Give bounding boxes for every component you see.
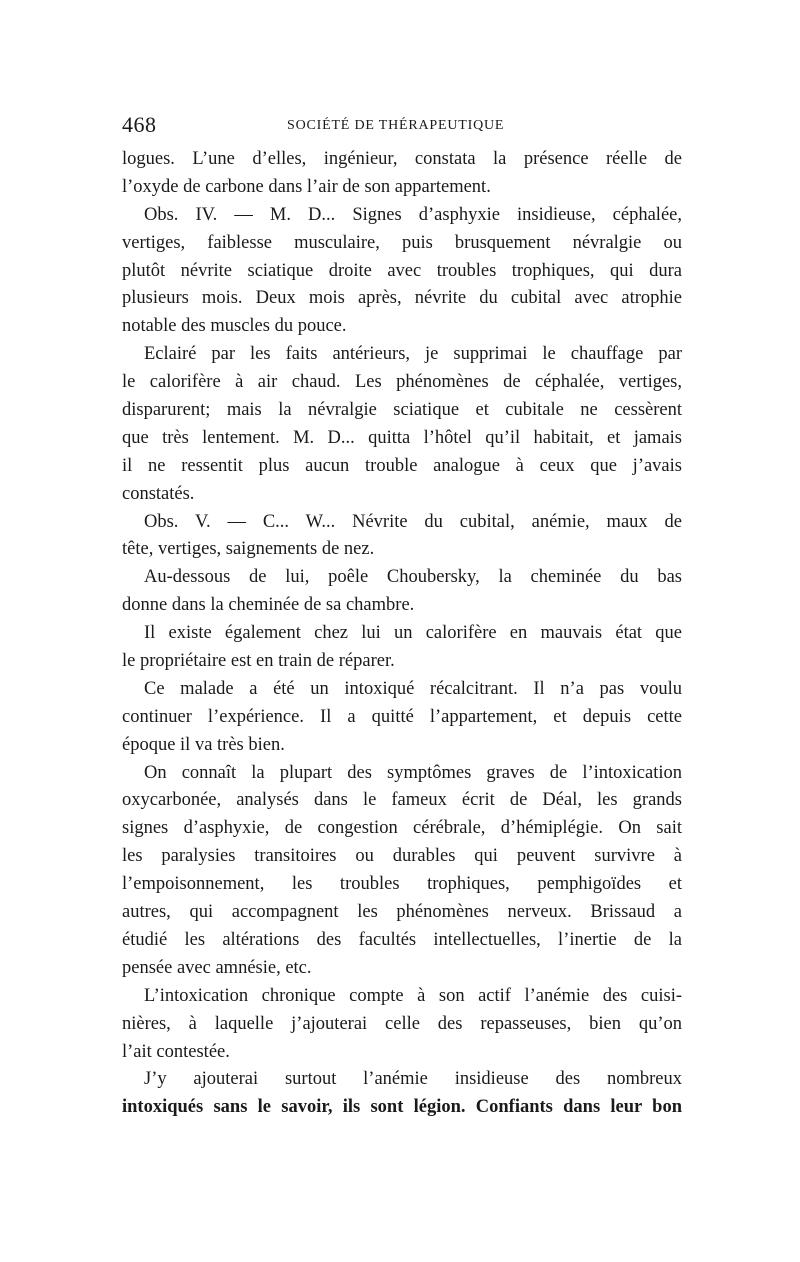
text-line: tête, vertiges, saignements de nez. — [122, 539, 375, 560]
page-header — [122, 112, 682, 142]
text-line: signes d’asphyxie, de congestion cérébrale, d’hémiplégie. On sait — [122, 818, 682, 839]
text-line: les paralysies transitoires ou durables qui peuvent survivre à — [122, 846, 682, 867]
text-line: il ne ressentit plus aucun trouble analogue à ceux que j’avais — [122, 455, 682, 476]
text-line: le calorifère à air chaud. Les phénomènes de céphalée, vertiges, — [122, 372, 682, 393]
text-line: l’empoisonnement, les troubles trophiques, pemphigoïdes et — [122, 874, 682, 895]
page-number: 468 — [122, 112, 157, 137]
text-line: l’ait contestée. — [122, 1041, 230, 1062]
running-head: SOCIÉTÉ DE THÉRAPEUTIQUE — [287, 118, 505, 133]
text-line: notable des muscles du pouce. — [122, 316, 347, 337]
text-line: Obs. V. — C... W... Névrite du cubital, anémie, maux de — [144, 511, 682, 532]
text-line: plusieurs mois. Deux mois après, névrite du cubital avec atrophie — [122, 288, 682, 309]
text-line: étudié les altérations des facultés intellectuelles, l’inertie de la — [122, 929, 682, 950]
text-line: logues. L’une d’elles, ingénieur, constata la présence réelle de — [122, 149, 682, 169]
text-line: Obs. IV. — M. D... Signes d’asphyxie insidieuse, céphalée, — [144, 204, 682, 225]
text-line: On connaît la plupart des symptômes graves de l’intoxication — [144, 762, 682, 783]
text-line: nières, à laquelle j’ajouterai celle des repasseuses, bien qu’on — [122, 1013, 682, 1034]
text-line: Il existe également chez lui un calorifère en mauvais état que — [144, 623, 682, 644]
text-line: donne dans la cheminée de sa chambre. — [122, 595, 415, 616]
text-line: constatés. — [122, 483, 195, 504]
text-line: oxycarbonée, analysés dans le fameux écrit de Déal, les grands — [122, 790, 682, 811]
text-line: J’y ajouterai surtout l’anémie insidieuse des nombreux — [144, 1069, 682, 1090]
text-line: continuer l’expérience. Il a quitté l’appartement, et depuis cette — [122, 706, 682, 727]
text-line: pensée avec amnésie, etc. — [122, 957, 312, 978]
text-line: autres, qui accompagnent les phénomènes nerveux. Brissaud a — [122, 902, 682, 923]
text-line: plutôt névrite sciatique droite avec troubles trophiques, qui dura — [122, 260, 682, 281]
text-line: intoxiqués sans le savoir, ils sont légion. Confiants dans leur bon — [122, 1097, 682, 1118]
text-line: disparurent; mais la névralgie sciatique et cubitale ne cessèrent — [122, 400, 682, 421]
text-line: le propriétaire est en train de réparer. — [122, 651, 395, 672]
text-line: époque il va très bien. — [122, 734, 285, 755]
text-line: l’oxyde de carbone dans l’air de son appartement. — [122, 176, 491, 197]
text-line: que très lentement. M. D... quitta l’hôtel qu’il habitait, et jamais — [122, 427, 682, 448]
text-line: vertiges, faiblesse musculaire, puis brusquement névralgie ou — [122, 232, 682, 253]
text-line: Eclairé par les faits antérieurs, je supprimai le chauffage par — [144, 344, 682, 365]
body-text — [122, 146, 682, 1122]
text-line: Ce malade a été un intoxiqué récalcitrant. Il n’a pas voulu — [144, 678, 682, 699]
text-line: Au-dessous de lui, poêle Choubersky, la cheminée du bas — [144, 567, 682, 588]
text-line: L’intoxication chronique compte à son actif l’anémie des cuisi- — [144, 985, 682, 1006]
